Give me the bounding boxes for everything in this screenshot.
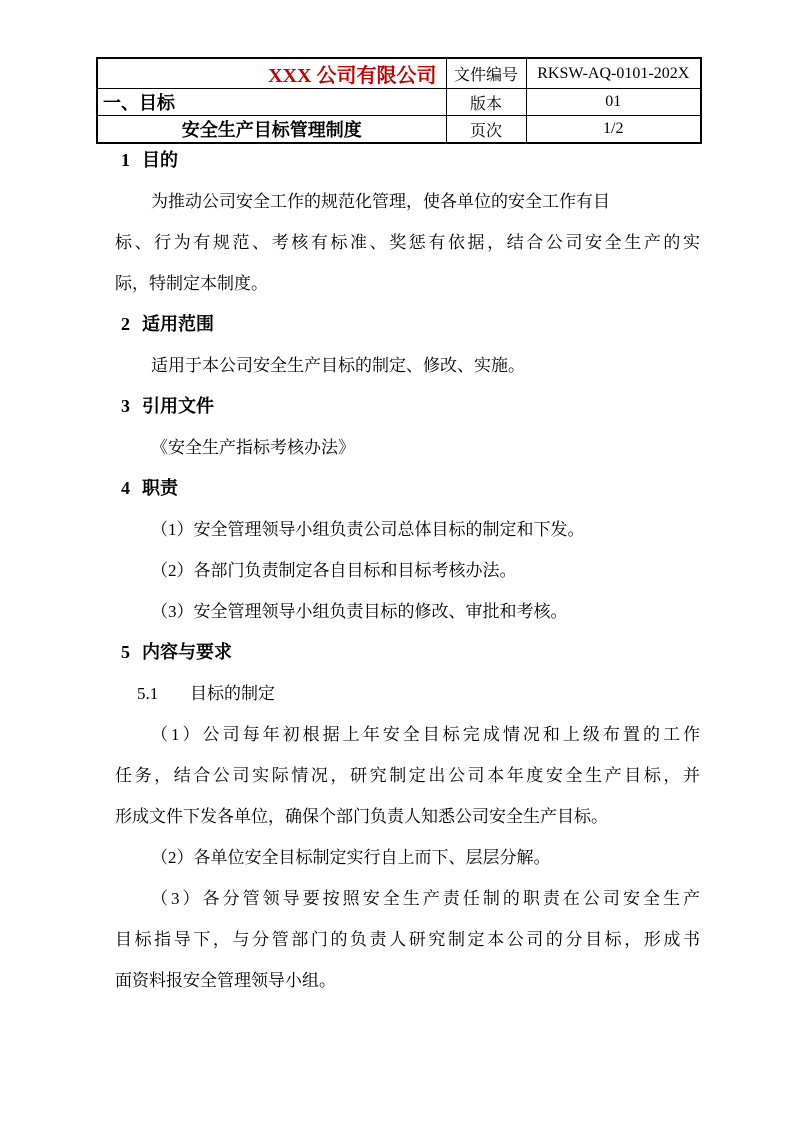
heading-number: 2 bbox=[121, 314, 130, 334]
heading-number: 1 bbox=[121, 150, 130, 170]
heading-title: 职责 bbox=[142, 478, 178, 498]
heading-title: 适用范围 bbox=[142, 314, 214, 334]
document-body bbox=[115, 140, 700, 1001]
document-header-table bbox=[96, 57, 702, 144]
body-line: （3）安全管理领导小组负责目标的修改、审批和考核。 bbox=[151, 602, 568, 621]
body-line: 标、行为有规范、考核有标准、奖惩有依据，结合公司安全生产的实 bbox=[115, 233, 700, 252]
heading-responsibilities bbox=[115, 468, 700, 509]
page-value: 1/2 bbox=[526, 116, 701, 144]
heading-number: 3 bbox=[121, 396, 130, 416]
version-label: 版本 bbox=[446, 89, 526, 116]
heading-number: 5 bbox=[121, 642, 130, 662]
body-line: 形成文件下发各单位，确保个部门负责人知悉公司安全生产目标。 bbox=[115, 807, 608, 826]
heading-title: 引用文件 bbox=[142, 396, 214, 416]
body-line: （3）各分管领导要按照安全生产责任制的职责在公司安全生产 bbox=[151, 889, 700, 908]
company-name: XXX 公司有限公司 bbox=[97, 58, 446, 89]
body-line: （1）公司每年初根据上年安全目标完成情况和上级布置的工作 bbox=[151, 725, 700, 744]
body-line: 面资料报安全管理领导小组。 bbox=[115, 971, 336, 990]
section-label: 一、目标 bbox=[97, 89, 446, 116]
heading-title: 目的 bbox=[142, 150, 178, 170]
body-line: 际，特制定本制度。 bbox=[115, 274, 268, 293]
page-label: 页次 bbox=[446, 116, 526, 144]
heading-title: 内容与要求 bbox=[142, 642, 232, 662]
header-row-3 bbox=[97, 116, 701, 144]
subheading-title: 目标的制定 bbox=[190, 684, 275, 703]
header-row-2 bbox=[97, 89, 701, 116]
doc-number-label: 文件编号 bbox=[446, 58, 526, 89]
heading-purpose bbox=[115, 140, 700, 181]
header-row-1 bbox=[97, 58, 701, 89]
body-line: 为推动公司安全工作的规范化管理，使各单位的安全工作有目 bbox=[151, 192, 610, 211]
body-line: 任务，结合公司实际情况，研究制定出公司本年度安全生产目标，并 bbox=[115, 766, 700, 785]
heading-references bbox=[115, 386, 700, 427]
heading-scope bbox=[115, 304, 700, 345]
doc-number-value: RKSW-AQ-0101-202X bbox=[526, 58, 701, 89]
heading-content-requirements bbox=[115, 632, 700, 673]
subheading-number: 5.1 bbox=[137, 684, 159, 703]
document-title: 安全生产目标管理制度 bbox=[97, 116, 446, 144]
body-line: （2）各部门负责制定各自目标和目标考核办法。 bbox=[151, 561, 517, 580]
subheading-target-formulation bbox=[115, 673, 700, 714]
body-line: （2）各单位安全目标制定实行自上而下、层层分解。 bbox=[151, 848, 551, 867]
body-line: 目标指导下，与分管部门的负责人研究制定本公司的分目标，形成书 bbox=[115, 930, 700, 949]
body-line: 适用于本公司安全生产目标的制定、修改、实施。 bbox=[151, 356, 525, 375]
version-value: 01 bbox=[526, 89, 701, 116]
heading-number: 4 bbox=[121, 478, 130, 498]
body-line: 《安全生产指标考核办法》 bbox=[151, 438, 355, 457]
body-line: （1）安全管理领导小组负责公司总体目标的制定和下发。 bbox=[151, 520, 585, 539]
